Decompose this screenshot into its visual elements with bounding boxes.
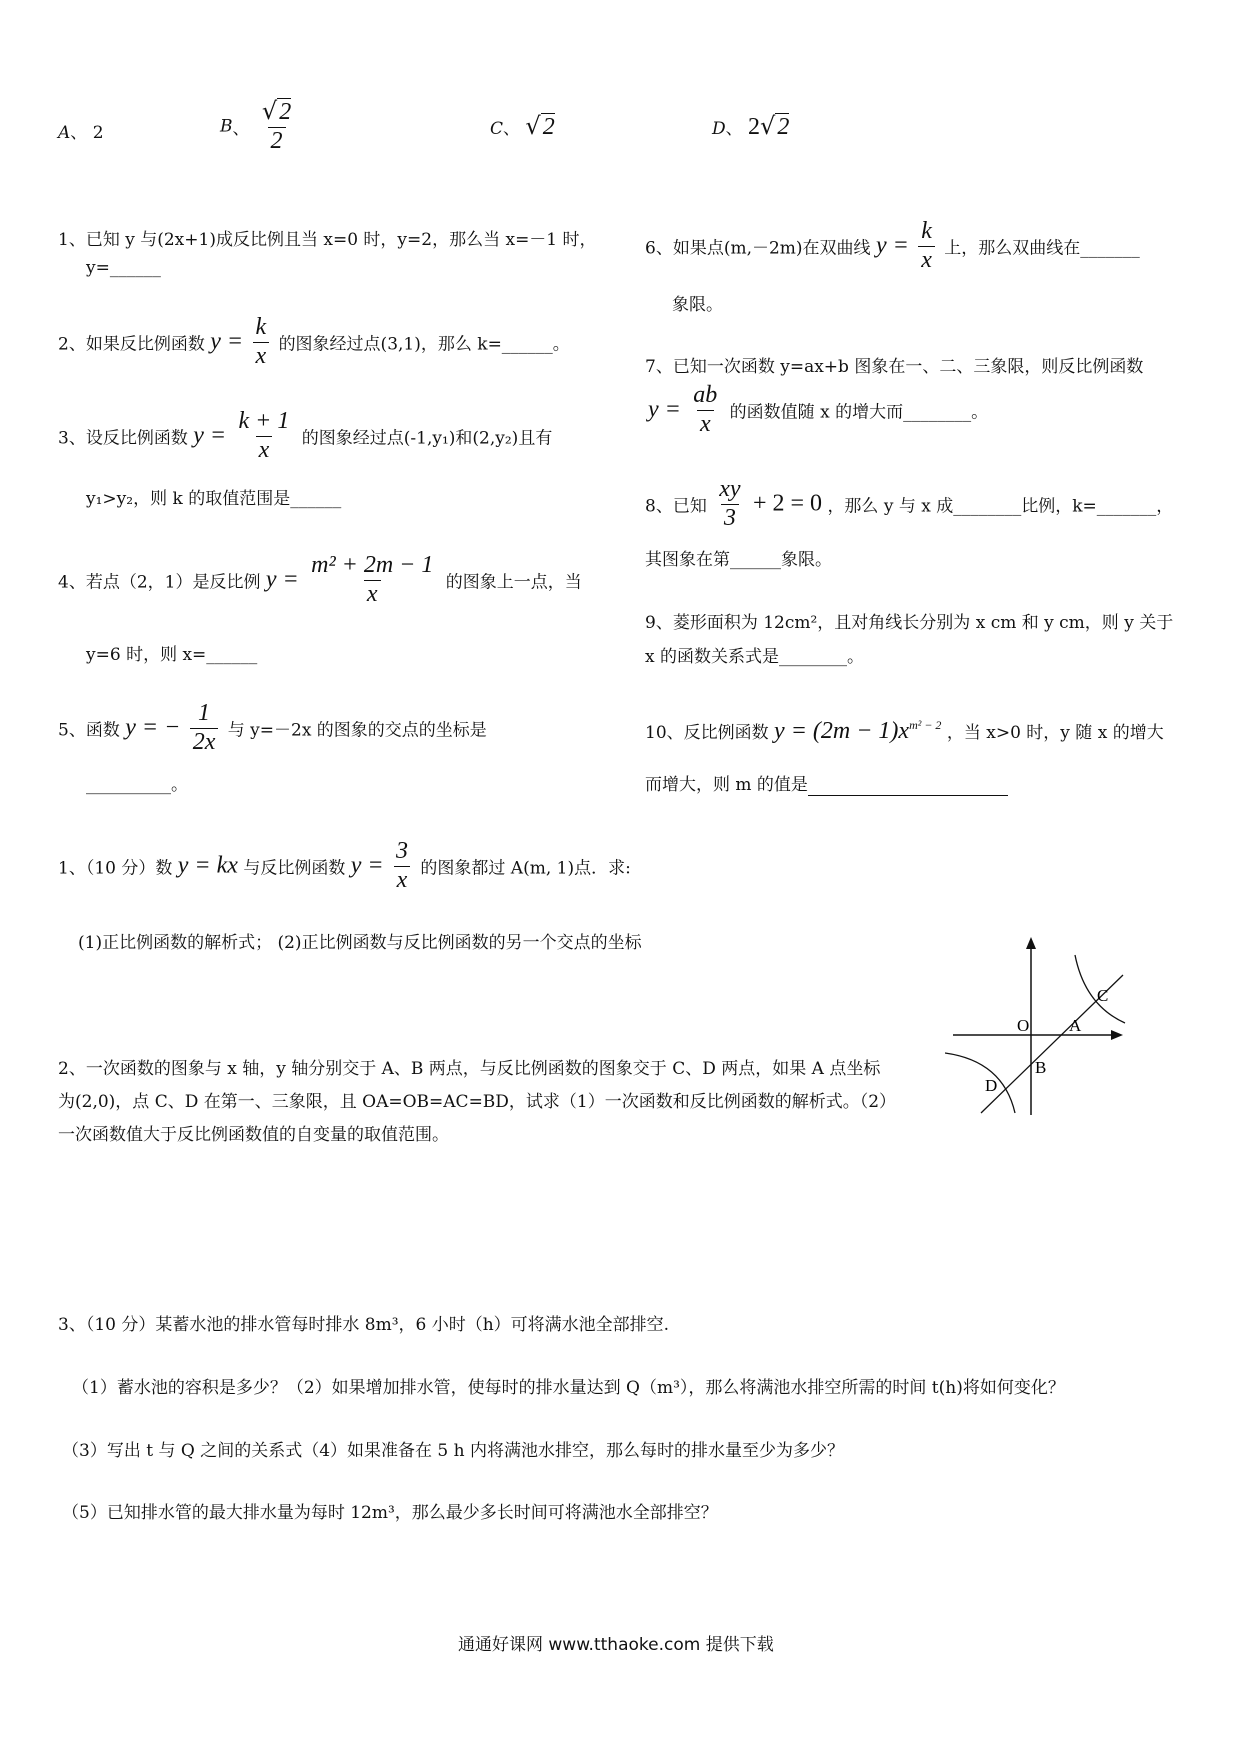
problem-3-line4: （5）已知排水管的最大排水量为每时 12m³，那么最少多长时间可将满池水全部排空？ [62,1503,718,1523]
label-b: B [1035,1058,1047,1077]
formula-base: y = (2m − 1)x [774,718,910,744]
question-text: 4、若点（2，1）是反比例 [58,572,261,593]
problem-text: 1、（10 分）数 [58,858,173,879]
question-10 [645,718,1164,745]
formula-lhs: y = [210,328,244,355]
coordinate-figure [945,935,1135,1115]
question-8 [645,476,1173,532]
x-axis-arrow [1111,1030,1123,1040]
choice-sep: 、 [70,123,88,143]
question-text: 的图象经过点(3,1)，那么 k=______。 [278,334,570,355]
formula-lhs: y = [875,232,909,259]
label-d: D [985,1076,998,1095]
radicand: 2 [542,114,555,140]
fraction [918,218,935,274]
question-text: 与 y=－2x 的图象的交点的坐标是 [227,720,487,741]
formula-rhs: + 2 = 0 [752,490,823,517]
question-5-line2: __________。 [86,775,188,795]
coefficient: 2 [748,114,761,140]
sqrt-expr: 2√2 [748,112,790,140]
denominator: 2x [190,728,219,757]
choice-d [712,112,789,141]
fraction: $\frac{√2}{2}$ [261,97,292,154]
question-text: 而增大，则 m 的值是 [645,775,808,795]
numerator: k [255,314,267,340]
question-text: 5、函数 [58,720,120,741]
question-1-line1: 1、已知 y 与(2x+1)成反比例且当 x=0 时，y=2，那么当 x=－1 时， [58,230,597,250]
answer-blank [808,775,1008,796]
question-text: 的函数值随 x 的增大而________。 [729,402,989,423]
fraction [236,408,293,464]
formula-lhs: y = [265,566,299,593]
formula-lhs: y = [350,852,384,879]
denominator: x [697,410,714,439]
numerator: m² + 2m − 1 [311,552,434,578]
denominator: x [364,580,381,609]
numerator: k + 1 [238,408,290,434]
numerator: k [921,218,932,244]
question-text: ，那么 y 与 x 成________比例，k=_______， [827,496,1174,517]
label-a: A [1069,1016,1082,1035]
fraction [690,382,720,438]
problem-2-line1: 2、一次函数的图象与 x 轴，y 轴分别交于 A、B 两点，与反比例函数的图象交于 C、D 两点，如果 A 点坐标 [58,1059,881,1079]
numerator: 3 [396,838,408,864]
question-6 [645,218,1140,274]
choice-sep: 、 [232,119,250,140]
problem-1-subquestions: (1)正比例函数的解析式； (2)正比例函数与反比例函数的另一个交点的坐标 [78,933,642,953]
question-text: 8、已知 [645,496,707,517]
denominator: 2 [268,127,286,156]
question-5 [58,700,487,756]
denominator: x [253,342,270,371]
choice-letter: C [490,119,504,139]
question-4-line2: y=6 时，则 x=______ [86,645,258,665]
question-text: 的图象经过点(-1,y₁)和(2,y₂)且有 [301,428,553,449]
question-2 [58,314,570,370]
formula-proportional: y = kx [177,852,238,879]
question-7-line1: 7、已知一次函数 y=ax+b 图象在一、二、三象限，则反比例函数 [645,357,1144,377]
question-text: 2、如果反比例函数 [58,334,205,355]
question-9-line1: 9、菱形面积为 12cm²，且对角线长分别为 x cm 和 y cm，则 y 关于 [645,613,1174,633]
question-8-line2: 其图象在第______象限。 [645,550,832,570]
radicand: 2 [279,99,292,125]
formula-lhs: y = [193,422,227,449]
fraction [308,552,436,608]
choice-letter: D [712,119,726,139]
choice-a [58,118,104,143]
question-text: 3、设反比例函数 [58,428,188,449]
problem-1 [58,838,631,894]
problem-text: 的图象都过 A(m, 1)点．求: [420,858,631,879]
choice-c [490,112,555,141]
denominator: 3 [721,504,739,533]
numerator: ab [693,382,718,408]
problem-3-line1: 3、（10 分）某蓄水池的排水管每时排水 8m³，6 小时（h）可将满水池全部排空. [58,1315,670,1335]
denominator: x [918,246,935,275]
fraction [393,838,411,894]
choice-sep: 、 [503,119,521,139]
choice-letter: B [220,116,233,137]
question-7-line2 [648,382,988,438]
problem-text: 与反比例函数 [243,858,346,879]
question-text: 的图象上一点，当 [445,572,582,593]
problem-2-line3: 一次函数值大于反比例函数值的自变量的取值范围。 [58,1125,449,1145]
problem-3-line3: （3）写出 t 与 Q 之间的关系式（4）如果准备在 5 h 内将满池水排空，那么每时的排水量至少为多少？ [62,1441,844,1461]
denominator: x [394,866,411,895]
question-text: 上，那么双曲线在_______ [944,238,1140,259]
choice-sep: 、 [725,119,743,139]
numerator: 1 [198,700,211,726]
fraction [716,476,743,532]
formula [774,718,941,744]
question-text: 10、反比例函数 [645,723,769,743]
label-c: C [1097,986,1109,1005]
formula-lhs: y = − [125,714,181,741]
formula-exponent: m² − 2 [909,718,942,732]
question-4 [58,552,582,608]
numerator: xy [719,476,741,502]
formula-lhs: y = [648,396,681,423]
page-footer: 通通好课网 www.tthaoke.com 提供下载 [458,1635,774,1655]
problem-2-line2: 为(2,0)，点 C、D 在第一、三象限，且 OA=OB=AC=BD，试求（1）一次函数和反比例函数的解析式。（2） [58,1092,897,1112]
choice-value: 2 [92,123,104,143]
question-1-line2: y=______ [86,258,161,278]
question-3 [58,408,552,464]
question-3-line2: y₁>y₂，则 k 的取值范围是______ [86,489,342,509]
problem-3-line2: （1）蓄水池的容积是多少？（2）如果增加排水管，使每时的排水量达到 Q（m³），那么将满池水排空所需的时间 t(h)将如何变化？ [72,1378,1065,1398]
question-text: 6、如果点(m,－2m)在双曲线 [645,238,871,259]
hyperbola-branch-third-quadrant [945,1053,1015,1113]
question-6-line2: 象限。 [672,295,723,315]
y-axis-arrow [1026,937,1036,949]
fraction [190,700,219,756]
sqrt-expr: √2 [525,112,555,140]
question-9-line2: x 的函数关系式是________。 [645,647,864,667]
radicand: 2 [777,114,790,140]
denominator: x [256,436,273,465]
question-text: ，当 x>0 时，y 随 x 的增大 [946,723,1164,743]
choice-letter: A [58,123,71,143]
fraction [253,314,270,370]
label-o: O [1017,1016,1030,1035]
choice-b [220,98,298,155]
question-10-line2 [645,770,1008,796]
